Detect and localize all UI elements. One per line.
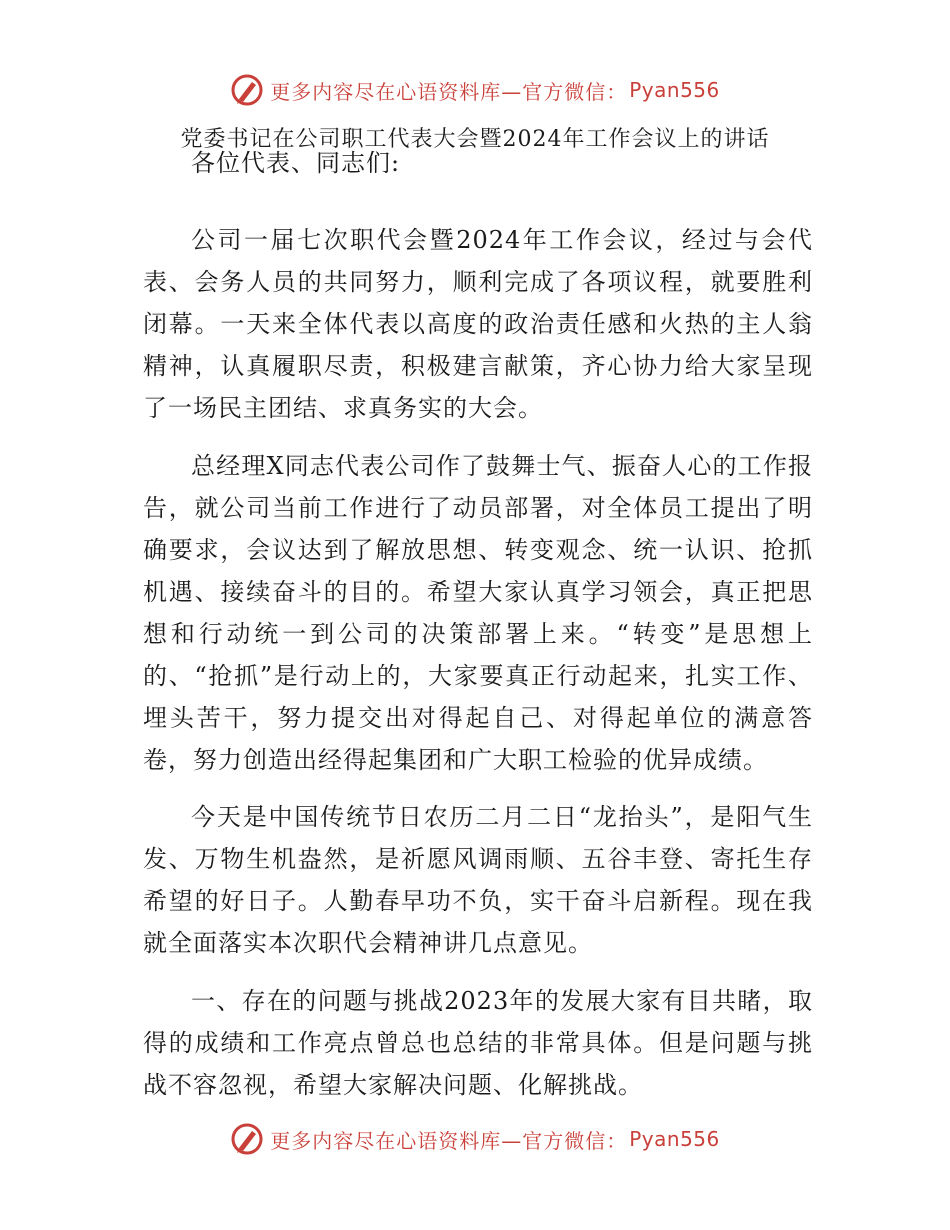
watermark-footer bbox=[0, 1119, 950, 1159]
paragraph-block-2 bbox=[143, 445, 813, 781]
watermark-wechat-id: Pyan556 bbox=[629, 78, 720, 102]
paragraph-block-3 bbox=[143, 796, 813, 964]
pen-logo-icon bbox=[230, 1122, 264, 1156]
paragraph: 公司一届七次职代会暨2024年工作会议，经过与会代表、会务人员的共同努力，顺利完成了各项议程，就要胜利闭幕。一天来全体代表以高度的政治责任感和火热的主人翁精神，认真履职尽责，积极建言献策，齐心协力给大家呈现了一场民主团结、求真务实的大会。 bbox=[143, 226, 813, 422]
paragraph: 总经理X同志代表公司作了鼓舞士气、振奋人心的工作报告，就公司当前工作进行了动员部署，对全体员工提出了明确要求，会议达到了解放思想、转变观念、统一认识、抢抓机遇、接续奋斗的目的。希望大家认真学习领会，真正把思想和行动统一到公司的决策部署上来。“转变”是思想上的、“抢抓”是行动上的，大家要真正行动起来，扎实工作、埋头苦干，努力提交出对得起自己、对得起单位的满意答卷，努力创造出经得起集团和广大职工检验的优异成绩。 bbox=[143, 452, 813, 774]
greeting-block bbox=[143, 142, 813, 184]
watermark-wechat-id: Pyan556 bbox=[629, 1127, 720, 1151]
paragraph: 一、存在的问题与挑战2023年的发展大家有目共睹，取得的成绩和工作亮点曾总也总结的非常具体。但是问题与挑战不容忽视，希望大家解决问题、化解挑战。 bbox=[143, 987, 813, 1099]
paragraph-block-1 bbox=[143, 219, 813, 429]
watermark-text: 更多内容尽在心语资料库—官方微信： bbox=[270, 1128, 628, 1153]
greeting: 各位代表、同志们: bbox=[191, 149, 401, 177]
paragraph-block-4 bbox=[143, 980, 813, 1106]
watermark-header bbox=[0, 70, 950, 110]
watermark-text: 更多内容尽在心语资料库—官方微信： bbox=[270, 79, 628, 104]
pen-logo-icon bbox=[230, 73, 264, 107]
document-title: 党委书记在公司职工代表大会暨2024年工作会议上的讲话 bbox=[180, 127, 770, 152]
paragraph: 今天是中国传统节日农历二月二日“龙抬头”，是阳气生发、万物生机盎然，是祈愿风调雨顺、五谷丰登、寄托生存希望的好日子。人勤春早功不负，实干奋斗启新程。现在我就全面落实本次职代会精神讲几点意见。 bbox=[143, 803, 813, 957]
